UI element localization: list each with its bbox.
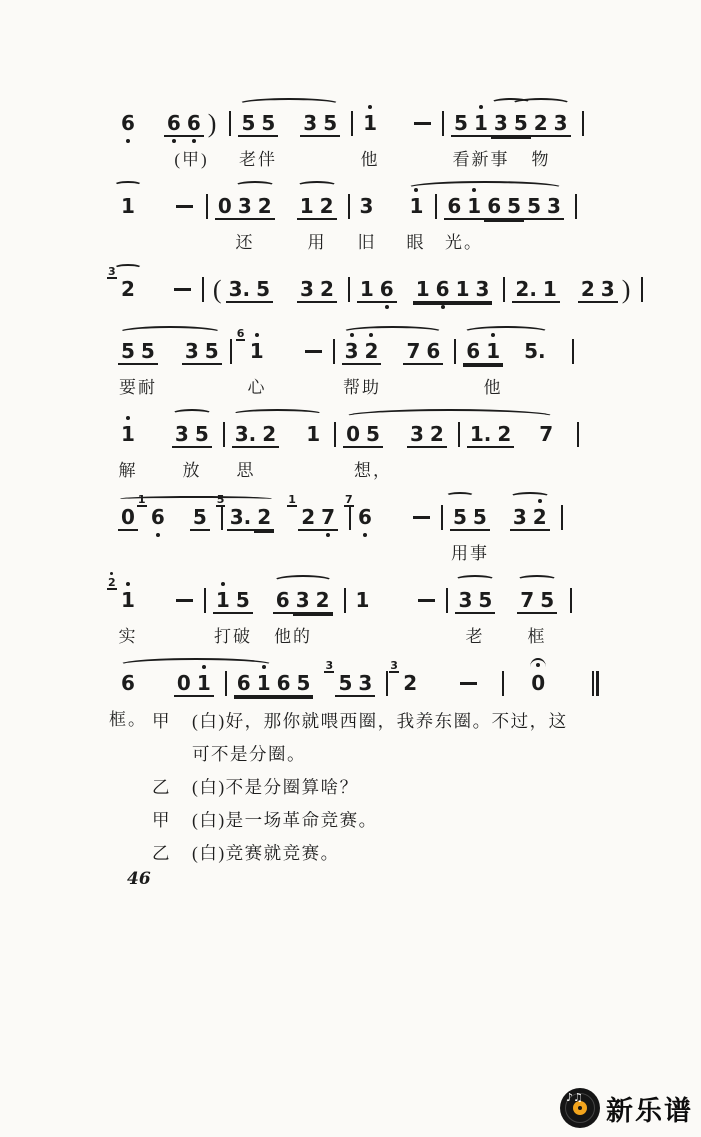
- lyric-text: 他: [483, 378, 503, 397]
- slur: [238, 98, 340, 110]
- note: 2 1: [118, 588, 138, 612]
- note: 3: [235, 194, 255, 220]
- note: 3: [455, 588, 475, 614]
- note: 5: [202, 339, 222, 365]
- note: 3: [297, 277, 317, 303]
- notes-row: [108, 573, 618, 620]
- note: 5: [294, 671, 314, 697]
- dash-note: [460, 682, 477, 685]
- slur: [232, 409, 323, 419]
- note: 5.: [524, 339, 546, 363]
- barline: [223, 422, 225, 447]
- barline: [221, 505, 223, 530]
- note: 6: [463, 339, 483, 365]
- lyric-text: 想，: [354, 461, 392, 480]
- barline: [503, 277, 505, 302]
- octave-dot-above: [221, 582, 225, 586]
- note: 3: [551, 111, 571, 137]
- note: 3 5: [335, 671, 355, 697]
- note: 1: [540, 277, 560, 303]
- note: 2: [254, 505, 274, 531]
- note: 7 6: [355, 505, 375, 529]
- vinyl-record-icon: [560, 1088, 600, 1128]
- note: 5: [238, 111, 258, 137]
- rest-note: 0: [215, 194, 235, 220]
- barline: [446, 588, 448, 613]
- notes-row: [118, 324, 618, 371]
- dash-note: [413, 516, 430, 519]
- note: 7: [318, 505, 338, 531]
- barline: [561, 505, 563, 530]
- lyric-text: 框。: [109, 710, 147, 729]
- note: 5: [363, 422, 383, 448]
- note: 2: [530, 505, 550, 531]
- lyrics-row: [118, 226, 618, 253]
- barline: [458, 422, 460, 447]
- lyric-text: 实: [118, 627, 138, 646]
- barline: [229, 111, 231, 136]
- note: 2: [313, 588, 333, 614]
- note: 2: [362, 339, 382, 365]
- note: 2: [259, 422, 279, 448]
- rest-note: 0: [174, 671, 194, 697]
- lyric-text: 还: [235, 233, 255, 252]
- note: 2: [427, 422, 447, 448]
- music-notes-icon: [566, 1091, 583, 1104]
- rest-note: 0: [118, 505, 138, 531]
- note: 5: [504, 194, 524, 220]
- note: 5: [537, 588, 557, 614]
- music-line: [118, 490, 618, 564]
- dialogue-speaker: 乙: [152, 843, 171, 863]
- note: 1: [406, 194, 426, 218]
- note: 3: [407, 422, 427, 448]
- parenthesis: (: [212, 275, 222, 304]
- note: 5: [138, 339, 158, 365]
- fermata-icon: [530, 658, 546, 667]
- note: 3: [182, 339, 202, 365]
- note: 1: [213, 588, 233, 614]
- note: 1: [118, 422, 138, 446]
- page-number: 46: [127, 869, 151, 889]
- lyrics-row: [118, 143, 618, 170]
- octave-dot-above: [479, 105, 483, 109]
- lyric-text: 眼: [406, 233, 426, 252]
- dialogue-row: [152, 705, 582, 771]
- note: 5: [511, 111, 531, 137]
- grace-note: 3: [390, 659, 398, 672]
- music-line: [108, 573, 618, 647]
- slur: [343, 409, 556, 425]
- note: 2: [255, 194, 275, 220]
- note: 5: [258, 111, 278, 137]
- note: 1 6: [148, 505, 168, 529]
- note: 1: [453, 277, 473, 303]
- note: 5: [524, 194, 544, 220]
- lyrics-row: [118, 620, 618, 647]
- barline: [575, 194, 577, 219]
- slur: [446, 492, 474, 499]
- music-line: [118, 179, 618, 253]
- note: 1: [464, 194, 484, 220]
- slur: [114, 181, 142, 189]
- dialogue-line: (白)不是分圈算啥？: [192, 777, 359, 797]
- barline: [351, 111, 353, 136]
- dialogue-line: (白)好，那你就喂西圈，我养东圈。不过，这: [192, 711, 568, 731]
- dash-note: [414, 122, 431, 125]
- slur: [511, 98, 571, 110]
- note: 5 3.: [227, 505, 255, 531]
- lyric-text: 旧: [357, 233, 377, 252]
- slur: [342, 326, 443, 338]
- note: 2: [494, 422, 514, 448]
- barline: [206, 194, 208, 219]
- slur: [273, 575, 333, 587]
- barline: [348, 277, 350, 302]
- rest-note: 0: [343, 422, 363, 448]
- lyric-text: 放: [182, 461, 202, 480]
- note: 6: [274, 671, 294, 697]
- lyrics-row: [118, 371, 618, 398]
- note: 3: [355, 671, 375, 697]
- grace-note: 5: [216, 493, 225, 506]
- note: 3 2: [390, 659, 418, 695]
- note: 1: [297, 194, 317, 220]
- note: 3: [300, 111, 320, 137]
- note: 7: [517, 588, 537, 614]
- note: 5: [450, 505, 470, 531]
- lyric-text: 解: [118, 461, 138, 480]
- note: 1: [355, 588, 370, 612]
- note: 6: [377, 277, 397, 303]
- barline: [577, 422, 579, 447]
- note: 1: [360, 111, 380, 135]
- lyrics-row: [118, 309, 618, 315]
- dialogue-line: (白)竞赛就竞赛。: [192, 843, 340, 863]
- notes-row: [118, 407, 618, 454]
- octave-dot-above: [255, 333, 259, 337]
- note: 5: [233, 588, 253, 614]
- note: 5: [451, 111, 471, 137]
- note: 3: [293, 588, 313, 614]
- notes-row: [118, 96, 618, 143]
- rest-note: 0: [528, 671, 548, 695]
- final-barline: [592, 671, 599, 696]
- lyrics-row: [118, 537, 618, 564]
- lyric-text: 打破: [214, 627, 252, 646]
- grace-note: 1: [288, 493, 296, 506]
- barline: [349, 505, 351, 530]
- barline: [333, 339, 335, 364]
- note: 5: [192, 422, 212, 448]
- slur: [114, 264, 142, 272]
- note: 6: [433, 277, 453, 303]
- notes-row: [118, 179, 618, 226]
- dialogue-text: [192, 804, 378, 837]
- note: 2: [317, 194, 337, 220]
- barline: [582, 111, 584, 136]
- note: 1: [357, 277, 377, 303]
- grace-note: 1: [137, 493, 146, 506]
- barline: [441, 505, 443, 530]
- note: 3: [598, 277, 618, 303]
- note: 3: [342, 339, 362, 365]
- grace-note: 3: [108, 265, 116, 278]
- slur: [118, 326, 222, 339]
- dialogue-text: [192, 771, 359, 804]
- barline: [202, 277, 204, 302]
- barline: [230, 339, 232, 364]
- barline: [572, 339, 574, 364]
- music-line: [118, 324, 618, 398]
- note: 2: [531, 111, 551, 137]
- octave-dot-above: [126, 582, 130, 586]
- note: 2: [317, 277, 337, 303]
- dash-note: [176, 599, 193, 602]
- slur: [463, 326, 549, 338]
- dash-note: [174, 288, 191, 291]
- slur: [297, 181, 337, 190]
- note: 3 2: [108, 265, 135, 301]
- note: 1: [194, 671, 214, 697]
- parenthesis: ): [621, 275, 631, 304]
- octave-dot-above: [126, 416, 130, 420]
- slur: [118, 658, 274, 672]
- note: 7: [403, 339, 423, 365]
- lyric-text: (甲): [174, 150, 209, 169]
- barline: [502, 671, 504, 696]
- barline: [442, 111, 444, 136]
- note: 3: [359, 194, 374, 218]
- music-notation-area: [108, 96, 631, 739]
- barline: [348, 194, 350, 219]
- dash-note: [176, 205, 193, 208]
- slur: [172, 409, 212, 418]
- dialogue-section: [152, 705, 582, 870]
- music-line: [118, 96, 618, 170]
- grace-note: 3: [325, 659, 334, 672]
- parenthesis: ): [207, 109, 217, 138]
- lyric-text: 老: [465, 627, 485, 646]
- note: 6: [121, 671, 135, 695]
- lyric-text: 老伴: [239, 150, 277, 169]
- lyric-text: 他的: [274, 627, 312, 646]
- note: 2.: [512, 277, 540, 303]
- note: 1: [121, 194, 135, 218]
- note: 3: [491, 111, 511, 137]
- slur: [517, 575, 557, 584]
- lyric-text: 心: [247, 378, 267, 397]
- note: 2: [578, 277, 598, 303]
- notes-row: [118, 490, 618, 537]
- barline: [435, 194, 437, 219]
- lyric-text: 光。: [445, 233, 483, 252]
- grace-note: 2: [107, 577, 117, 590]
- dash-note: [305, 350, 322, 353]
- watermark: [560, 1088, 693, 1128]
- note: 3: [544, 194, 564, 220]
- slur: [455, 575, 495, 584]
- slur: [510, 492, 550, 501]
- note: 5: [253, 277, 273, 303]
- lyric-text: 要耐: [119, 378, 157, 397]
- note: 5: [320, 111, 340, 137]
- lyric-text: 他: [360, 150, 380, 169]
- dialogue-speaker: 甲: [152, 810, 171, 830]
- note: 1.: [467, 422, 495, 448]
- lyrics-row: [118, 454, 618, 481]
- barline: [386, 671, 388, 696]
- note: 1: [483, 339, 503, 365]
- note: 6: [184, 111, 204, 137]
- slur: [406, 181, 564, 195]
- note: 1: [413, 277, 433, 303]
- dialogue-row: [152, 804, 582, 837]
- note: 6: [484, 194, 504, 220]
- music-line: [118, 407, 618, 481]
- note: 6: [234, 671, 254, 697]
- lyric-text: 思: [236, 461, 256, 480]
- barline: [641, 277, 643, 302]
- note: 6 1: [236, 327, 264, 363]
- lyric-text: 帮助: [343, 378, 381, 397]
- note: 3: [472, 277, 492, 303]
- note: 6: [273, 588, 293, 614]
- note: 6: [444, 194, 464, 220]
- note: 3.: [232, 422, 260, 448]
- note: 1: [254, 671, 274, 697]
- note: 1 2: [298, 505, 318, 531]
- note: 6: [423, 339, 443, 365]
- dialogue-speaker: 甲: [152, 711, 171, 731]
- note: 5: [118, 339, 138, 365]
- note: 7: [539, 422, 554, 446]
- note: 3: [172, 422, 192, 448]
- note: 1: [306, 422, 321, 446]
- barline: [344, 588, 346, 613]
- dialogue-text: [192, 705, 568, 771]
- note: 1: [471, 111, 491, 137]
- lyric-text: 框: [527, 627, 547, 646]
- grace-note: 7: [345, 493, 353, 506]
- note: 5: [475, 588, 495, 614]
- barline: [225, 671, 227, 696]
- lyric-text: 用: [307, 233, 327, 252]
- dialogue-row: [152, 771, 582, 804]
- watermark-text: 新乐谱: [606, 1095, 693, 1126]
- notes-row: [108, 262, 631, 309]
- grace-note: 6: [236, 327, 245, 340]
- dialogue-speaker: 乙: [152, 777, 171, 797]
- note: 5: [190, 505, 210, 531]
- slur: [118, 496, 274, 502]
- barline: [570, 588, 572, 613]
- music-line: [108, 262, 631, 315]
- lyric-text: 看新事: [452, 150, 510, 169]
- dialogue-text: [192, 837, 340, 870]
- barline: [334, 422, 336, 447]
- note: 6: [164, 111, 184, 137]
- dash-note: [418, 599, 435, 602]
- note: 6: [118, 111, 138, 135]
- slur: [235, 181, 275, 190]
- note: 3.: [226, 277, 254, 303]
- notes-row: [118, 656, 618, 703]
- lyric-text: 物: [531, 150, 551, 169]
- dialogue-row: [152, 837, 582, 870]
- octave-dot-above: [368, 105, 372, 109]
- dialogue-line: 可不是分圈。: [192, 744, 306, 764]
- lyric-text: 用事: [451, 544, 489, 563]
- barline: [454, 339, 456, 364]
- barline: [204, 588, 206, 613]
- octave-dot: [110, 572, 113, 575]
- note: 5: [470, 505, 490, 531]
- dialogue-line: (白)是一场革命竞赛。: [192, 810, 378, 830]
- note: 3: [510, 505, 530, 531]
